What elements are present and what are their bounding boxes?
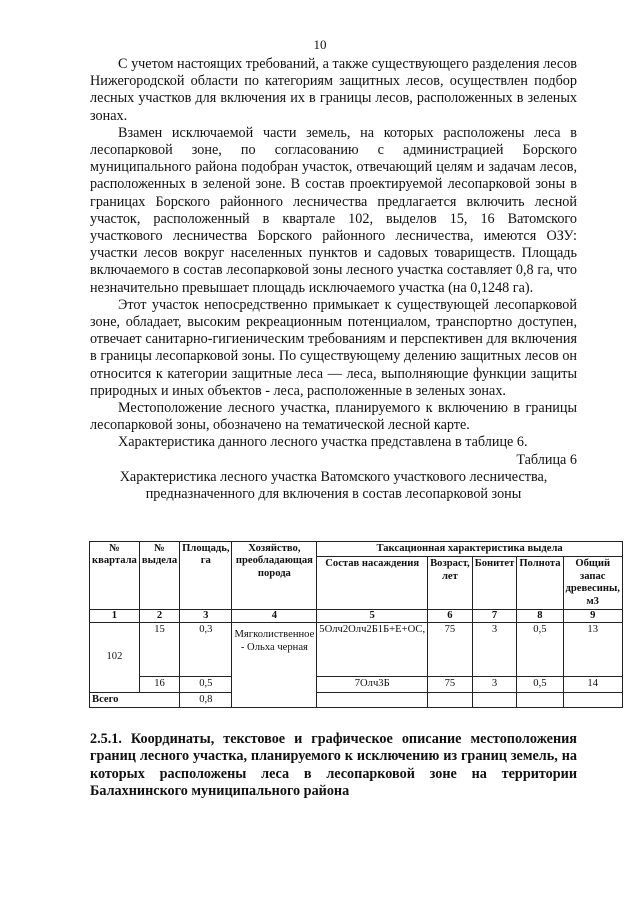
cell-farm: Мягколиственное - Ольха черная xyxy=(232,623,317,708)
paragraph-4: Местоположение лесного участка, планируемого к включению в границы лесопарковой зоны, обозначено на тематической лесной карте. xyxy=(90,400,577,434)
total-label: Всего xyxy=(90,692,180,707)
column-number: 2 xyxy=(139,610,179,623)
cell-area: 0,3 xyxy=(180,623,232,677)
body-text xyxy=(90,56,577,504)
header-fullness: Полнота xyxy=(517,557,563,610)
empty-cell xyxy=(428,692,473,707)
cell-stock: 13 xyxy=(563,623,622,677)
column-number: 7 xyxy=(472,610,517,623)
empty-cell xyxy=(472,692,517,707)
header-bonitet: Бонитет xyxy=(472,557,517,610)
cell-vydel: 16 xyxy=(139,677,179,692)
table-header-row xyxy=(90,542,623,557)
cell-bonitet: 3 xyxy=(472,677,517,692)
cell-composition: 5Олч2Олч2Б1Б+Е+ОС, xyxy=(317,623,428,677)
empty-cell xyxy=(563,692,622,707)
header-area: Площадь, га xyxy=(180,542,232,610)
header-age: Возраст, лет xyxy=(428,557,473,610)
cell-fullness: 0,5 xyxy=(517,623,563,677)
cell-age: 75 xyxy=(428,677,473,692)
paragraph-5: Характеристика данного лесного участка представлена в таблице 6. xyxy=(118,434,528,451)
header-taxation-group: Таксационная характеристика выдела xyxy=(317,542,623,557)
table-label: Таблица 6 xyxy=(516,451,577,468)
table-total-row xyxy=(90,692,623,707)
column-number: 3 xyxy=(180,610,232,623)
paragraph-2: Взамен исключаемой части земель, на которых расположены леса в лесопарковой зоне, по согласованию с администрацией Борского муниципального района подобран участок, отвечающий целям и задачам лесов, расположенных в зеленой зоне. В состав проектируемой лесопарковой зоны в границах Борского районного лесничества предлагается включить лесной участок, расположенный в квартале 102, выделов 15, 16 Ватомского участкового лесничества Борского районного лесничества, имеются ОЗУ: участки лесов вокруг населенных пунктов и садовых товариществ. Площадь включаемого в состав лесопарковой зоны лесного участка составляет 0,8 га, что незначительно превышает площадь исключаемого участка (на 0,1248 га). xyxy=(90,124,577,296)
column-number-row xyxy=(90,610,623,623)
cell-bonitet: 3 xyxy=(472,623,517,677)
column-number: 9 xyxy=(563,610,622,623)
cell-kvartal: 102 xyxy=(90,623,140,692)
header-farm: Хозяйство, преобладающая порода xyxy=(232,542,317,610)
empty-cell xyxy=(317,692,428,707)
paragraph-1: С учетом настоящих требований, а также существующего разделения лесов Нижегородской области по категориям защитных лесов, осуществлен подбор лесных участков для включения их в границы лесов, расположенных в зеленых зонах. xyxy=(90,56,577,124)
cell-age: 75 xyxy=(428,623,473,677)
section-heading: 2.5.1. Координаты, текстовое и графическое описание местоположения границ лесного участка, планируемого к исключению из границ земель, на которых расположены леса в лесопарковой зоне на территории Балахнинского муниципального района xyxy=(90,731,577,800)
cell-composition: 7Олч3Б xyxy=(317,677,428,692)
column-number: 6 xyxy=(428,610,473,623)
header-composition: Состав насаждения xyxy=(317,557,428,610)
cell-area: 0,5 xyxy=(180,677,232,692)
total-area: 0,8 xyxy=(180,692,232,707)
cell-fullness: 0,5 xyxy=(517,677,563,692)
column-number: 1 xyxy=(90,610,140,623)
forest-plot-table xyxy=(89,541,623,708)
cell-vydel: 15 xyxy=(139,623,179,677)
column-number: 8 xyxy=(517,610,563,623)
column-number: 4 xyxy=(232,610,317,623)
table-row xyxy=(90,677,623,692)
column-number: 5 xyxy=(317,610,428,623)
header-kvartal: № квартала xyxy=(90,542,140,610)
cell-stock: 14 xyxy=(563,677,622,692)
header-stock: Общий запас древесины, м3 xyxy=(563,557,622,610)
table-row xyxy=(90,623,623,677)
empty-cell xyxy=(517,692,563,707)
table-caption: Характеристика лесного участка Ватомского участкового лесничества, предназначенного для включения в состав лесопарковой зоны xyxy=(119,468,548,503)
page-number: 10 xyxy=(313,37,327,52)
header-vydel: № выдела xyxy=(139,542,179,610)
paragraph-3: Этот участок непосредственно примыкает к существующей лесопарковой зоне, обладает, высоким рекреационным потенциалом, транспортно доступен, отвечает санитарно-гигиеническим требованиям и перспективен для включения в границы лесопарковой зоны. По существующему делению защитных лесов он относится к категории защитные леса — леса, выполняющие функции защиты природных и иных объектов - леса, расположенные в зеленых зонах. xyxy=(90,296,577,399)
